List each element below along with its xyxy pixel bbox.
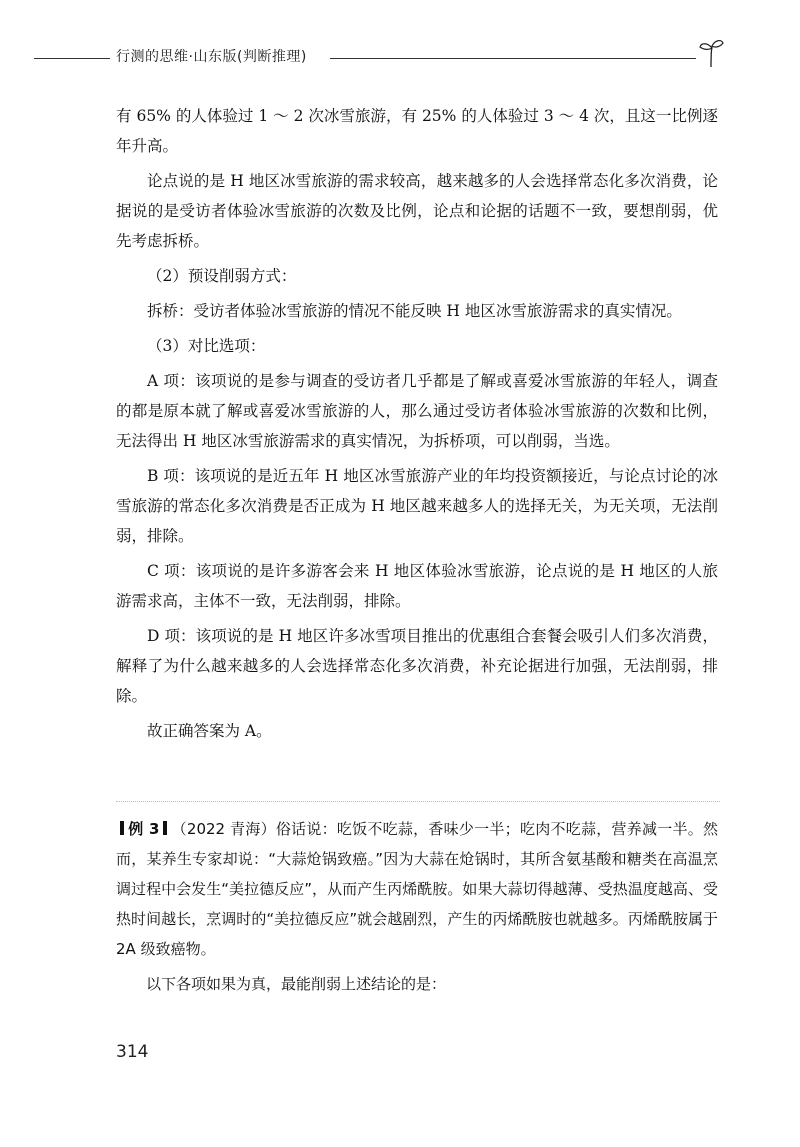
option-b-analysis: B 项：该项说的是近五年 H 地区冰雪旅游产业的年均投资额接近，与论点讨论的冰雪旅游的常态化多次消费是否正成为 H 地区越来越多人的选择无关，为无关项，无法削弱，排除。 bbox=[116, 467, 718, 545]
analysis-body bbox=[116, 101, 718, 751]
option-a-analysis: A 项：该项说的是参与调查的受访者几乎都是了解或喜爱冰雪旅游的年轻人，调查的都是原本就了解或喜爱冰雪旅游的人，那么通过受访者体验冰雪旅游的次数和比例，无法得出 H 地区冰雪旅游需求的真实情况，为拆桥项，可以削弱，当选。 bbox=[116, 372, 718, 450]
example-label: 例 3 bbox=[116, 820, 171, 838]
paragraph-step-3: （3）对比选项： bbox=[147, 337, 266, 355]
paragraph-step-2: （2）预设削弱方式： bbox=[147, 267, 297, 285]
option-c-analysis: C 项：该项说的是许多游客会来 H 地区体验冰雪旅游，论点说的是 H 地区的人旅游需求高，主体不一致，无法削弱，排除。 bbox=[116, 562, 718, 610]
answer-line: 故正确答案为 A。 bbox=[147, 722, 272, 740]
running-header bbox=[34, 44, 724, 70]
paragraph-continued: 有 65% 的人体验过 1 ～ 2 次冰雪旅游，有 25% 的人体验过 3 ～ 4 次，且这一比例逐年升高。 bbox=[116, 107, 718, 155]
example-question: 以下各项如果为真，最能削弱上述结论的是： bbox=[146, 975, 447, 993]
example-stem bbox=[116, 814, 718, 964]
sprout-icon bbox=[698, 38, 724, 68]
header-rule-right bbox=[330, 58, 696, 59]
book-title: 行测的思维·山东版(判断推理) bbox=[116, 49, 307, 65]
example-block bbox=[116, 814, 718, 1004]
section-divider bbox=[116, 801, 720, 803]
option-d-analysis: D 项：该项说的是 H 地区许多冰雪项目推出的优惠组合套餐会吸引人们多次消费，解释了为什么越来越多的人会选择常态化多次消费，补充论据进行加强，无法削弱，排除。 bbox=[116, 627, 718, 705]
header-rule-left bbox=[34, 58, 110, 59]
example-text: （2022 青海）俗话说：吃饭不吃蒜，香味少一半；吃肉不吃蒜，营养减一半。然而，某养生专家却说：“大蒜炝锅致癌。”因为大蒜在炝锅时，其所含氨基酸和糖类在高温烹调过程中会发生“美拉德反应”，从而产生丙烯酰胺。如果大蒜切得越薄、受热温度越高、受热时间越长，烹调时的“美拉德反应”就会越剧烈，产生的丙烯酰胺也就越多。丙烯酰胺属于 2A 级致癌物。 bbox=[116, 820, 718, 958]
page-number: 314 bbox=[116, 1042, 149, 1062]
paragraph-bridge: 拆桥：受访者体验冰雪旅游的情况不能反映 H 地区冰雪旅游需求的真实情况。 bbox=[147, 302, 682, 320]
paragraph-argument: 论点说的是 H 地区冰雪旅游的需求较高，越来越多的人会选择常态化多次消费，论据说的是受访者体验冰雪旅游的次数及比例，论点和论据的话题不一致，要想削弱，优先考虑拆桥。 bbox=[116, 172, 718, 250]
